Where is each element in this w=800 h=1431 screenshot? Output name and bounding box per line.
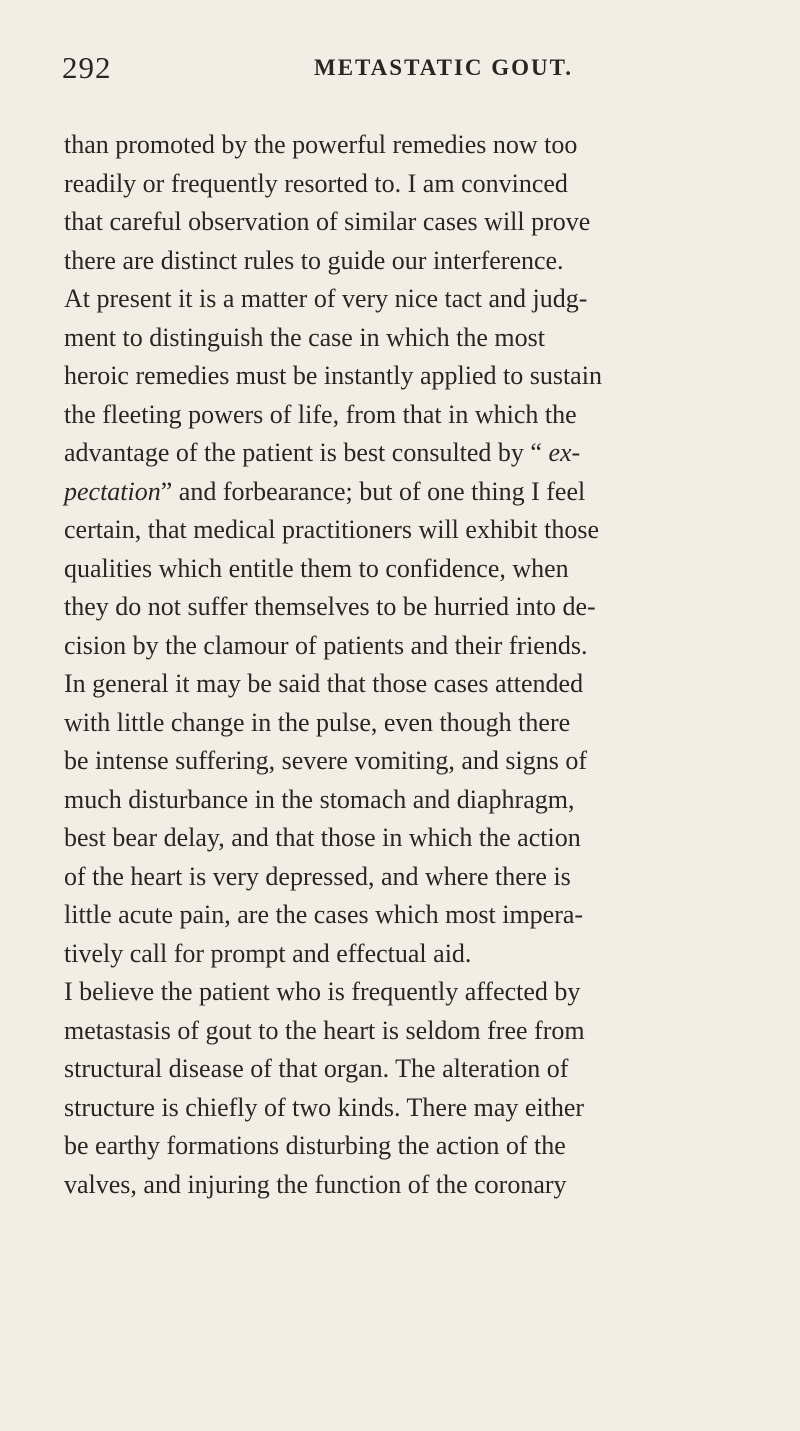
running-head xyxy=(62,46,760,90)
text-line: be intense suffering, severe vomiting, and signs of xyxy=(64,746,588,775)
text-line: that careful observation of similar cases will prove xyxy=(64,207,591,236)
text-line: readily or frequently resorted to. I am convinced xyxy=(64,169,568,198)
text-line: tively call for prompt and effectual aid. xyxy=(64,939,472,968)
italic-text-segment: pectation xyxy=(64,477,161,506)
text-line: be earthy formations disturbing the action of the xyxy=(64,1131,566,1160)
text-line: little acute pain, are the cases which most impera- xyxy=(64,900,584,929)
text-line: heroic remedies must be instantly applied to sustain xyxy=(64,361,602,390)
text-segment: ” and forbearance; but of one thing I feel xyxy=(160,477,586,506)
text-line: qualities which entitle them to confidence, when xyxy=(64,554,569,583)
text-line: structure is chiefly of two kinds. There may either xyxy=(64,1093,585,1122)
text-line: the fleeting powers of life, from that in which the xyxy=(64,400,577,429)
text-line: ment to distinguish the case in which the most xyxy=(64,323,545,352)
text-line: they do not suffer themselves to be hurried into de- xyxy=(64,592,596,621)
text-line: valves, and injuring the function of the coronary xyxy=(64,1170,567,1199)
text-line: best bear delay, and that those in which the action xyxy=(64,823,581,852)
page-number: 292 xyxy=(62,50,112,85)
text-line: than promoted by the powerful remedies now too xyxy=(64,130,578,159)
text-line: there are distinct rules to guide our interference. xyxy=(64,246,564,275)
text-line: certain, that medical practitioners will exhibit those xyxy=(64,515,599,544)
text-segment: advantage of the patient is best consulted by “ xyxy=(64,438,549,467)
text-line: metastasis of gout to the heart is seldom free from xyxy=(64,1016,585,1045)
text-line-with-italic xyxy=(64,436,580,470)
text-line: with little change in the pulse, even though there xyxy=(64,708,571,737)
text-line: of the heart is very depressed, and where there is xyxy=(64,862,571,891)
running-title: METASTATIC GOUT. xyxy=(314,55,574,80)
italic-text-segment: ex- xyxy=(548,438,581,467)
text-line: much disturbance in the stomach and diaphragm, xyxy=(64,785,575,814)
text-line-with-italic xyxy=(64,475,585,509)
text-line: structural disease of that organ. The alteration of xyxy=(64,1054,569,1083)
text-line: cision by the clamour of patients and their friends. xyxy=(64,631,588,660)
text-line: At present it is a matter of very nice tact and judg- xyxy=(64,284,588,313)
text-line: In general it may be said that those cases attended xyxy=(64,669,584,698)
text-line: I believe the patient who is frequently affected by xyxy=(64,977,581,1006)
